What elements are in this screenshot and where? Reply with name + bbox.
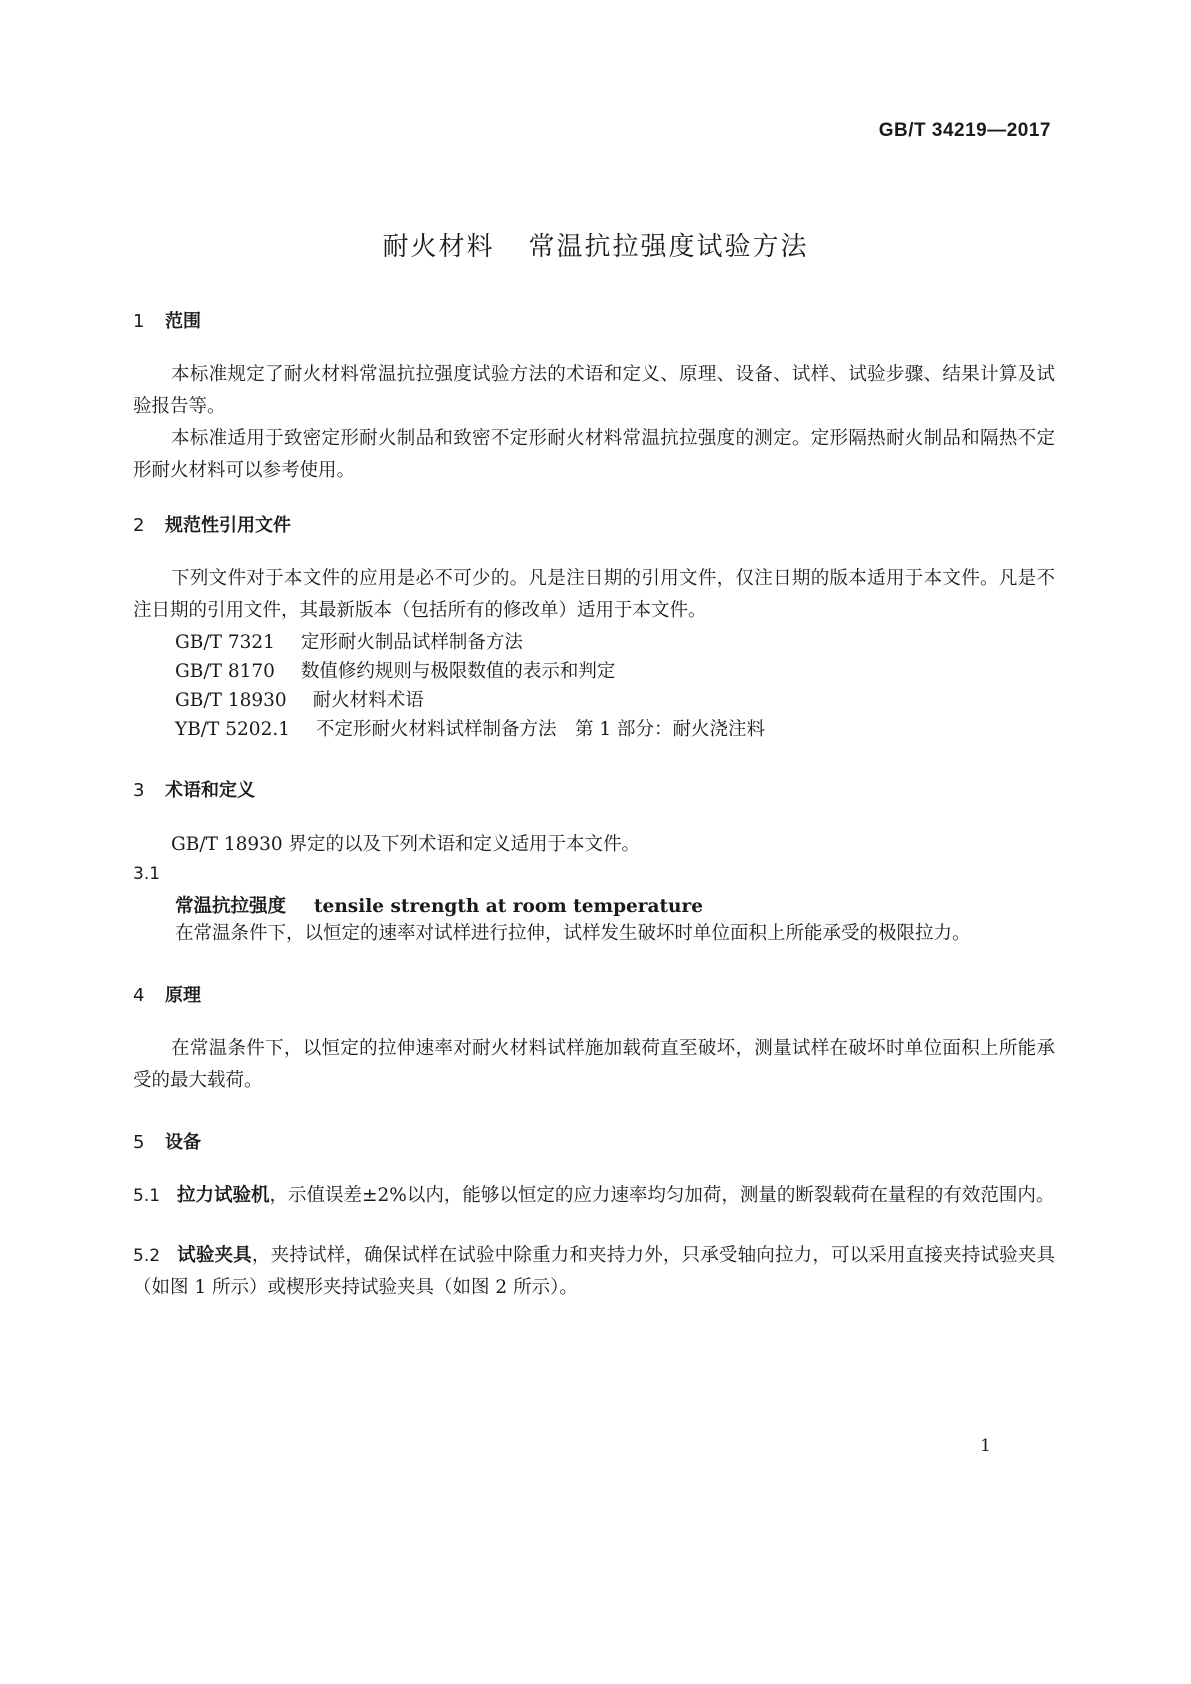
term-definition: 在常温条件下，以恒定的速率对试样进行拉伸，试样发生破坏时单位面积上所能承受的极限拉力。 [175, 923, 971, 944]
section-title: 设备 [165, 1132, 201, 1153]
title-part2: 常温抗拉强度试验方法 [528, 232, 809, 262]
section-1-para-1: 本标准规定了耐火材料常温抗拉强度试验方法的术语和定义、原理、设备、试样、试验步骤、结果计算及试验报告等。 [133, 364, 1055, 417]
section-title: 原理 [165, 985, 201, 1006]
section-2-intro: 下列文件对于本文件的应用是必不可少的。凡是注日期的引用文件，仅注日期的版本适用于本文件。凡是不注日期的引用文件，其最新版本（包括所有的修改单）适用于本文件。 [133, 568, 1055, 621]
section-number: 5 [133, 1132, 145, 1153]
term-english: tensile strength at room temperature [314, 896, 704, 917]
section-number: 4 [133, 985, 145, 1006]
clause-number: 5.1 [133, 1186, 161, 1206]
reference-item [175, 714, 765, 746]
section-3-heading [133, 776, 255, 802]
reference-name: 数值修约规则与极限数值的表示和判定 [300, 661, 616, 682]
clause-5-1 [133, 1180, 1055, 1212]
section-title: 术语和定义 [165, 780, 255, 801]
section-number: 1 [133, 311, 145, 332]
clause-text: ，夹持试样，确保试样在试验中除重力和夹持力外，只承受轴向拉力，可以采用直接夹持试验夹具（如图 1 所示）或楔形夹持试验夹具（如图 2 所示）。 [133, 1245, 1055, 1298]
page-number: 1 [980, 1436, 991, 1456]
reference-code: GB/T 8170 [175, 661, 275, 682]
reference-item [175, 656, 615, 688]
term-entry [175, 892, 703, 918]
section-4-para: 在常温条件下，以恒定的拉伸速率对耐火材料试样施加载荷直至破坏，测量试样在破坏时单位面积上所能承受的最大载荷。 [133, 1038, 1055, 1091]
reference-name: 定形耐火制品试样制备方法 [300, 632, 523, 653]
section-title: 范围 [165, 311, 201, 332]
title-part1: 耐火材料 [382, 232, 495, 262]
clause-keyword: 拉力试验机 [177, 1185, 270, 1206]
section-4-heading [133, 981, 201, 1007]
reference-item [175, 685, 424, 717]
section-number: 2 [133, 515, 145, 536]
reference-code: GB/T 18930 [175, 690, 287, 711]
section-2-heading [133, 511, 291, 537]
reference-name: 耐火材料术语 [312, 690, 424, 711]
section-1-heading [133, 307, 201, 333]
section-title: 规范性引用文件 [165, 515, 291, 536]
section-3-intro: GB/T 18930 界定的以及下列术语和定义适用于本文件。 [171, 834, 641, 855]
clause-keyword: 试验夹具 [177, 1245, 252, 1266]
reference-code: GB/T 7321 [175, 632, 275, 653]
section-number: 3 [133, 780, 145, 801]
clause-text: ，示值误差±2%以内，能够以恒定的应力速率均匀加荷，测量的断裂载荷在量程的有效范围内。 [269, 1185, 1055, 1206]
section-1-para-2: 本标准适用于致密定形耐火制品和致密不定形耐火材料常温抗拉强度的测定。定形隔热耐火制品和隔热不定形耐火材料可以参考使用。 [133, 428, 1055, 481]
standard-number: GB/T 34219—2017 [878, 120, 1051, 141]
reference-name: 不定形耐火材料试样制备方法 第 1 部分：耐火浇注料 [316, 719, 766, 740]
term-chinese: 常温抗拉强度 [175, 896, 287, 917]
document-title [0, 226, 1191, 263]
section-5-heading [133, 1128, 201, 1154]
clause-number: 5.2 [133, 1246, 161, 1266]
reference-code: YB/T 5202.1 [175, 719, 290, 740]
clause-5-2 [133, 1240, 1055, 1304]
reference-item [175, 627, 523, 659]
subclause-number: 3.1 [133, 864, 161, 884]
